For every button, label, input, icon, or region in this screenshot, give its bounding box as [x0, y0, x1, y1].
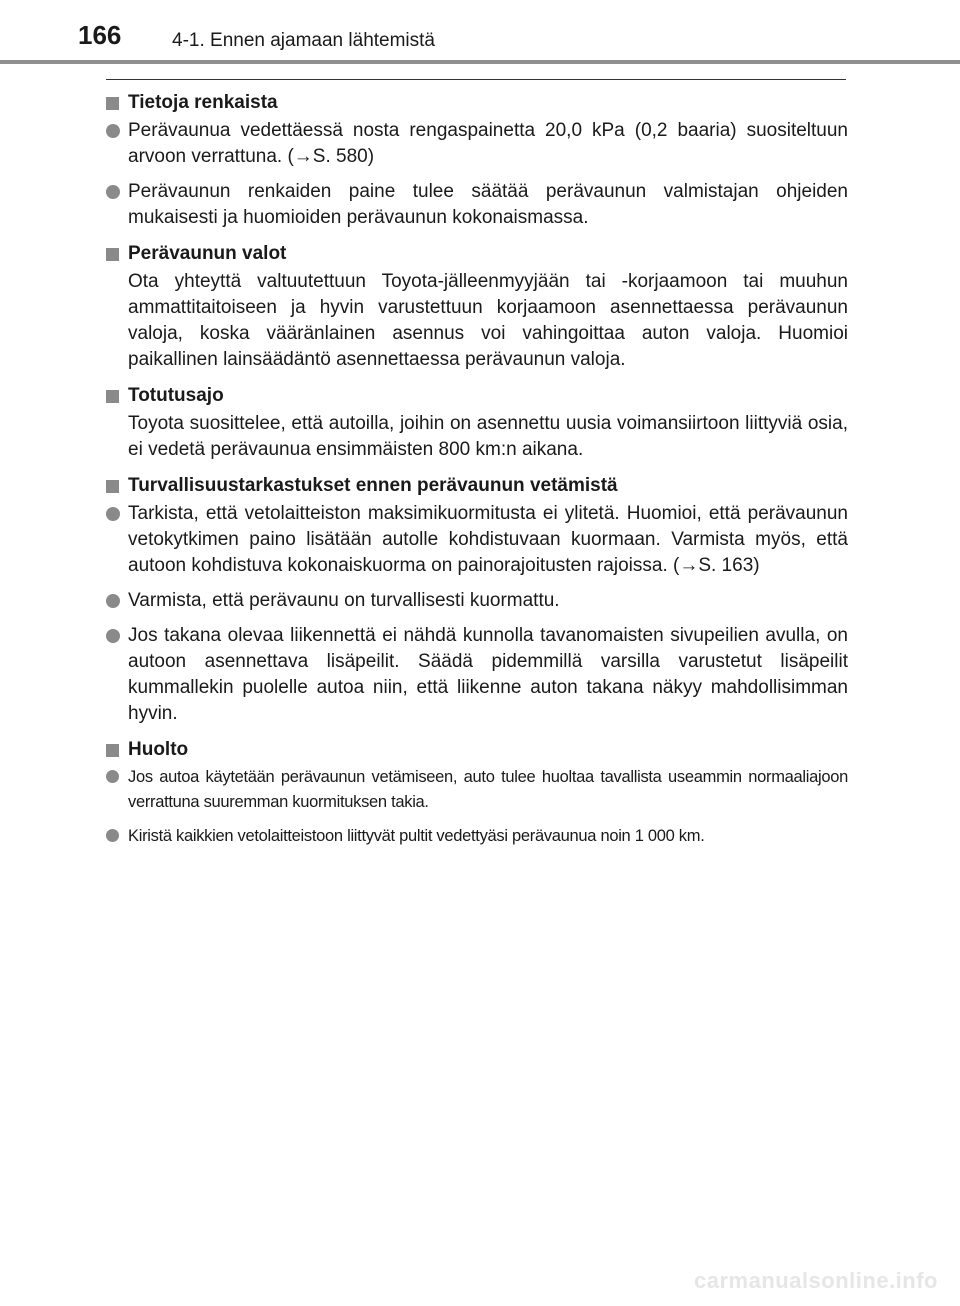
section-tire-info [106, 90, 848, 231]
page-number: 166 [78, 20, 122, 50]
section-paragraph: Ota yhteyttä valtuutettuun Toyota-jälleenmyyjään tai -korjaamoon tai muuhun ammattitaitoiseen ja hyvin varustettuun korjaamoon asennettaessa perävaunun valoja, koska vääränlainen asennus voi vahingoittaa auton valoja. Huomioi paikallinen lainsäädäntö asennettaessa perävaunun valoja. [128, 271, 848, 370]
list-item [106, 588, 848, 614]
header-rule [0, 60, 960, 64]
section-break-in [106, 383, 848, 463]
section-heading-text: Totutusajo [128, 385, 224, 406]
page-header [0, 0, 960, 66]
square-bullet-icon [106, 97, 119, 110]
list-item [106, 765, 848, 815]
section-maintenance [106, 737, 848, 849]
list-item-text: Kiristä kaikkien vetolaitteistoon liittyvät pultit vedettyäsi perävaunua noin 1 000 km. [128, 827, 705, 845]
list-item [106, 623, 848, 727]
list-item [106, 179, 848, 231]
section-trailer-lights [106, 241, 848, 373]
circle-bullet-icon [106, 594, 120, 608]
list-item [106, 118, 848, 170]
watermark: carmanualsonline.info [694, 1268, 938, 1293]
square-bullet-icon [106, 744, 119, 757]
list-item [106, 501, 848, 579]
list-item [106, 824, 848, 849]
list-item-text: Tarkista, että vetolaitteiston maksimikuormitusta ei ylitetä. Huomioi, että perävaunun vetokytkimen paino lisätään autolle kohdistuvaan kuormaan. Varmista myös, että autoon kohdistuva kokonaiskuorma on painorajoitusten rajoissa. (→S. 163) [128, 503, 848, 576]
section-heading [106, 383, 848, 409]
section-heading [106, 241, 848, 267]
square-bullet-icon [106, 390, 119, 403]
section-heading-text: Tietoja renkaista [128, 92, 278, 113]
square-bullet-icon [106, 248, 119, 261]
circle-bullet-icon [106, 507, 120, 521]
circle-bullet-icon [106, 829, 119, 842]
circle-bullet-icon [106, 185, 120, 199]
section-heading-text: Perävaunun valot [128, 243, 287, 264]
section-paragraph: Toyota suosittelee, että autoilla, joihin on asennettu uusia voimansiirtoon liittyviä osia, ei vedetä perävaunua ensimmäisten 800 km:n aikana. [128, 413, 848, 460]
section-heading [106, 473, 848, 499]
circle-bullet-icon [106, 629, 120, 643]
section-safety-checks [106, 473, 848, 727]
list-item-text: Perävaunun renkaiden paine tulee säätää perävaunun valmistajan ohjeiden mukaisesti ja huomioiden perävaunun kokonaismassa. [128, 181, 848, 228]
content-divider [106, 79, 846, 80]
section-heading [106, 90, 848, 116]
section-heading [106, 737, 848, 763]
section-heading-text: Turvallisuustarkastukset ennen perävaunun vetämistä [128, 475, 618, 496]
section-heading-text: Huolto [128, 739, 189, 760]
list-item-text: Jos takana olevaa liikennettä ei nähdä kunnolla tavanomaisten sivupeilien avulla, on autoon asennettava lisäpeilit. Säädä pidemmillä varsilla varustetut lisäpeilit kummallekin puolelle autoa niin, että liikenne auton takana näkyy mahdollisimman hyvin. [128, 625, 848, 724]
list-item-text: Perävaunua vedettäessä nosta rengaspainetta 20,0 kPa (0,2 baaria) suositeltuun arvoon verrattuna. (→S. 580) [128, 120, 848, 167]
circle-bullet-icon [106, 124, 120, 138]
square-bullet-icon [106, 480, 119, 493]
list-item-text: Varmista, että perävaunu on turvallisesti kuormattu. [128, 590, 560, 611]
chapter-title: 4-1. Ennen ajamaan lähtemistä [172, 30, 435, 51]
list-item-text: Jos autoa käytetään perävaunun vetämiseen, auto tulee huoltaa tavallista useammin normaaliajoon verrattuna suuremman kuormituksen takia. [128, 768, 848, 811]
circle-bullet-icon [106, 770, 119, 783]
page-content [106, 90, 848, 859]
